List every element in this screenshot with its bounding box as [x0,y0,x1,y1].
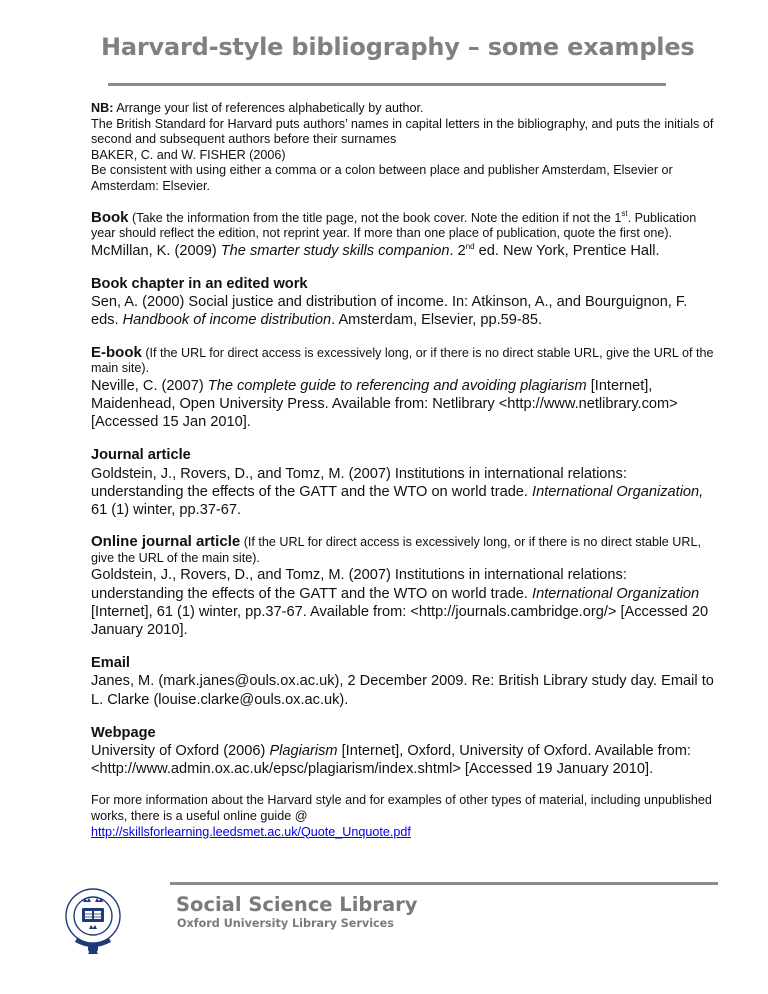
online-journal-reference: Goldstein, J., Rovers, D., and Tomz, M. (2007) Institutions in international relations: understanding the effects of the GATT and the WTO on world trade. International Organization [Internet], 61 (1) winter, pp.37-67. Available from: <http://journals.cambridge.org/> [Accessed 20 January 2010]. [91,567,709,638]
journal-title: International Organization, [532,483,704,500]
ebook-reference: Neville, C. (2007) The complete guide to referencing and avoiding plagiarism [Internet], Maidenhead, Open University Press. Available from: Netlibrary <http://www.netlibrary.com> [Accessed 15 Jan 2010]. [91,377,678,431]
section-webpage: Webpage University of Oxford (2006) Plagiarism [Internet], Oxford, University of Oxford. Available from: <http://www.admin.ox.ac.uk/epsc/plagiarism/index.shtml> [Accessed 19 January 2010]. [91,724,691,778]
intro-consistency: Be consistent with using either a comma or a colon between place and publisher Amsterdam, Elsevier or Amsterdam: Elsevier. [91,163,673,193]
title-divider [108,83,666,86]
intro-british-standard: The British Standard for Harvard puts authors’ names in capital letters in the bibliography, and puts the initials of second and subsequent authors before their surnames [91,116,714,147]
book-title: The smarter study skills companion [220,242,450,259]
ebook-title: The complete guide to referencing and avoiding plagiarism [207,377,587,394]
quote-unquote-guide-link[interactable]: http://skillsforlearning.leedsmet.ac.uk/Quote_Unquote.pdf [91,824,411,839]
more-info [91,793,716,840]
section-heading: Journal article [91,447,191,464]
section-heading: Webpage [91,724,156,741]
section-ebook [91,345,716,432]
intro-example: BAKER, C. and W. FISHER (2006) [91,147,286,162]
section-book [91,210,716,260]
document-body [91,101,716,840]
section-heading: E-book [91,343,142,361]
more-info-text: For more information about the Harvard style and for examples of other types of material, including unpublished works, there is a useful online guide @ [91,793,712,823]
webpage-title: Plagiarism [269,742,338,759]
page-title: Harvard-style bibliography – some examples [101,33,695,61]
online-journal-title: International Organization [532,585,700,602]
section-email [91,654,716,709]
section-online-journal-article [91,534,716,639]
intro-note [91,101,716,195]
nb-text: Arrange your list of references alphabetically by author. [113,101,424,115]
nb-label: NB: [91,101,114,115]
oxford-crest-logo [63,886,123,962]
footer-divider [170,882,718,885]
footer-library-services: Oxford University Library Services [177,917,394,930]
chapter-book-title: Handbook of income distribution [122,312,332,329]
book-note: Book (Take the information from the title page, not the book cover. Note the edition if not the 1st. Publication year should reflect the edition, not reprint year. If more than one place of publication, quote the first one). [91,208,697,241]
section-heading: Book [91,208,129,226]
online-journal-note: Online journal article (If the URL for direct access is excessively long, or if there is no direct stable URL, give the URL of the main site). [91,533,701,565]
ebook-note: E-book (If the URL for direct access is excessively long, or if there is no direct stable URL, give the URL of the main site). [91,343,714,376]
section-heading: Book chapter in an edited work [91,275,308,292]
section-book-chapter: Book chapter in an edited work Sen, A. (2000) Social justice and distribution of income. In: Atkinson, A., and Bourguignon, F. eds. Handbook of income distribution. Amsterdam, Elsevier, pp.59-85. [91,275,688,329]
footer-library-name: Social Science Library [176,893,418,916]
section-heading: Online journal article [91,533,241,551]
section-heading: Email [91,655,130,672]
section-journal-article: Journal article Goldstein, J., Rovers, D., and Tomz, M. (2007) Institutions in international relations: understanding the effects of the GATT and the WTO on world trade. International Organization, 61 (1) winter, pp.37-67. [91,447,704,518]
email-reference: Janes, M. (mark.janes@ouls.ox.ac.uk), 2 December 2009. Re: British Library study day. Email to L. Clarke (louise.clarke@ouls.ox.ac.uk). [91,673,714,708]
book-reference: McMillan, K. (2009) The smarter study skills companion. 2nd ed. New York, Prentice Hall. [91,241,660,259]
